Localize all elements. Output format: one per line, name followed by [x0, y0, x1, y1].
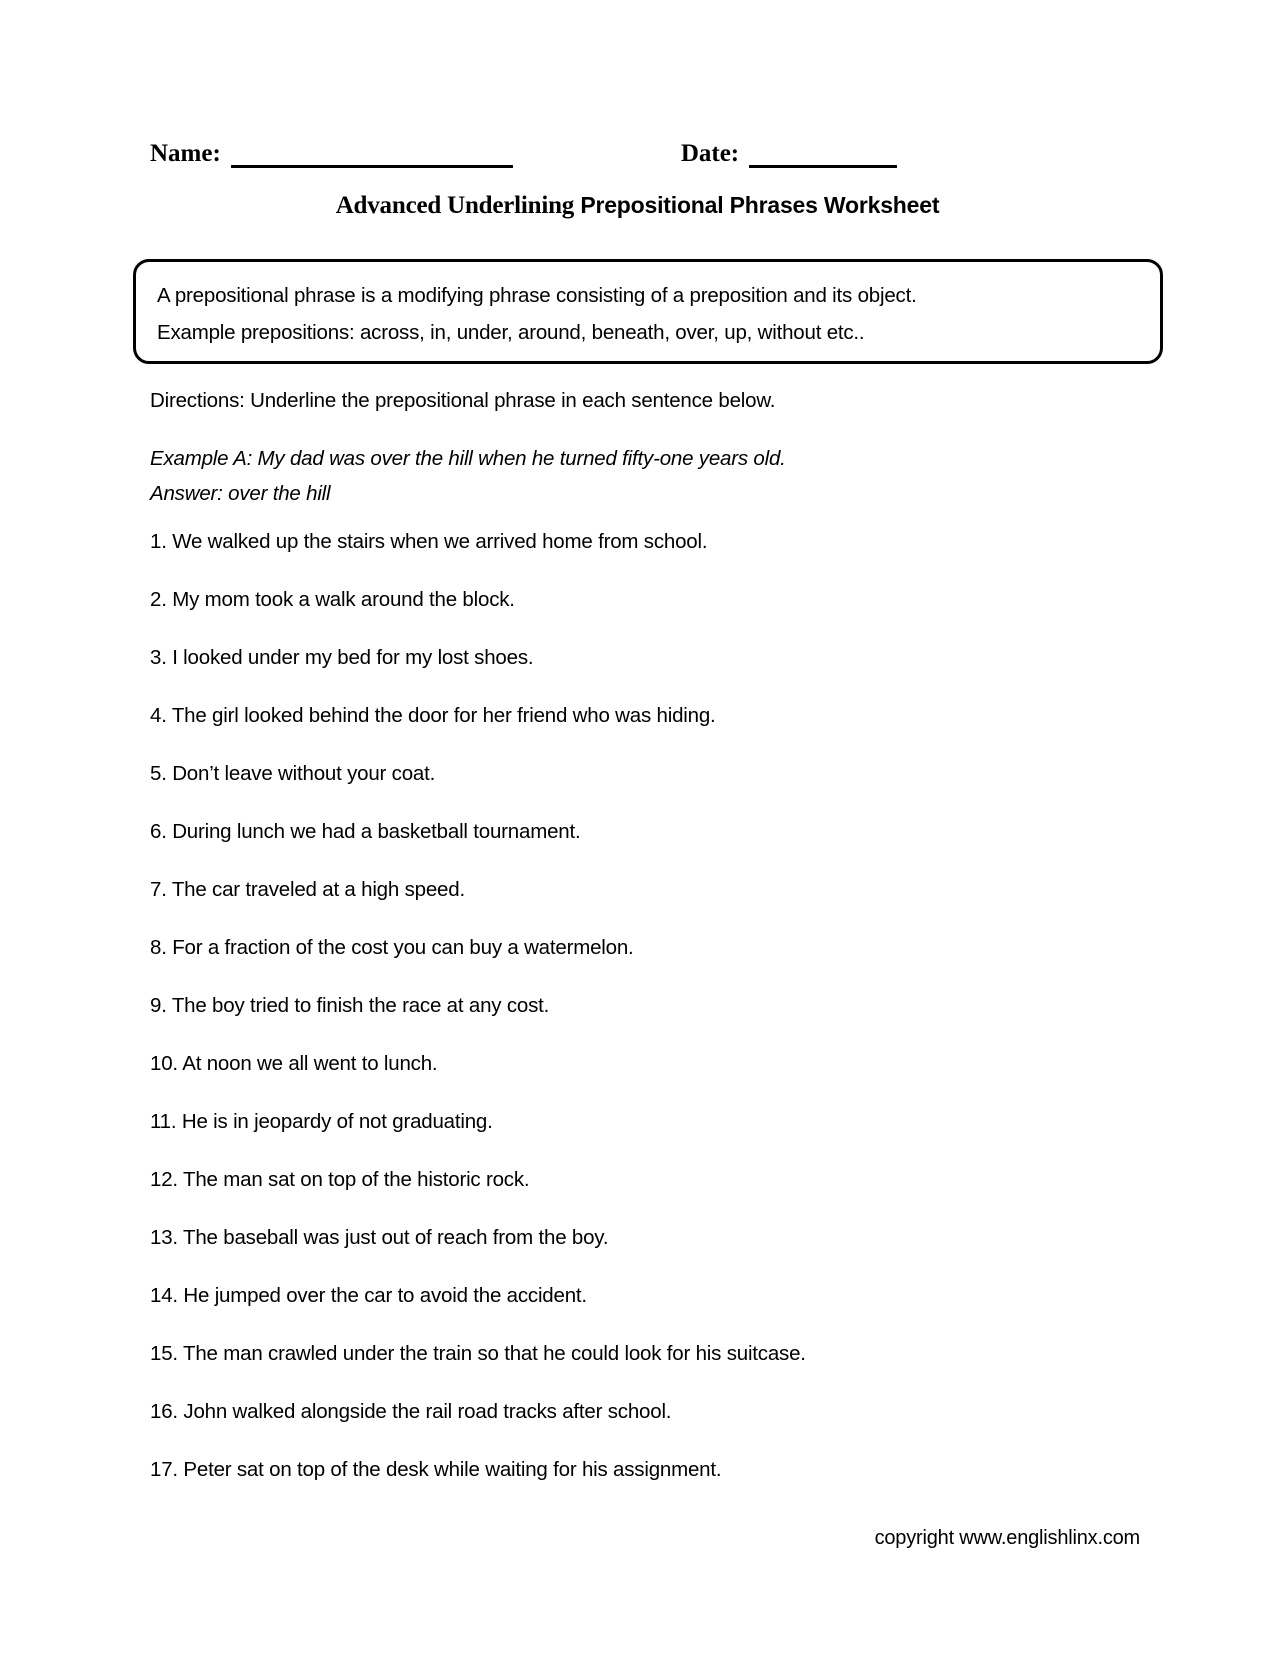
example-sentence: Example A: My dad was over the hill when he turned fifty-one years old. — [150, 447, 786, 470]
directions-text: Directions: Underline the prepositional phrase in each sentence below. — [150, 389, 776, 412]
copyright-text: copyright www.englishlinx.com — [874, 1527, 1140, 1549]
sentence-item: 10. At noon we all went to lunch. — [150, 1052, 438, 1075]
sentence-item: 11. He is in jeopardy of not graduating. — [150, 1110, 493, 1133]
sentence-item: 13. The baseball was just out of reach from the boy. — [150, 1226, 609, 1249]
page-title-sans-part: Prepositional Phrases Worksheet — [580, 192, 940, 218]
sentence-item: 9. The boy tried to finish the race at any cost. — [150, 994, 550, 1017]
sentence-item: 16. John walked alongside the rail road tracks after school. — [150, 1400, 672, 1423]
sentence-item: 6. During lunch we had a basketball tournament. — [150, 820, 581, 843]
sentence-item: 15. The man crawled under the train so that he could look for his suitcase. — [150, 1342, 806, 1365]
date-group — [681, 140, 897, 168]
sentence-list — [150, 530, 1170, 1516]
sentence-item: 7. The car traveled at a high speed. — [150, 878, 465, 901]
sentence-item: 5. Don’t leave without your coat. — [150, 762, 436, 785]
sentence-item: 1. We walked up the stairs when we arrived home from school. — [150, 530, 708, 553]
sentence-item: 8. For a fraction of the cost you can buy a watermelon. — [150, 936, 634, 959]
sentence-item: 12. The man sat on top of the historic rock. — [150, 1168, 530, 1191]
definition-box — [133, 259, 1163, 364]
sentence-item: 3. I looked under my bed for my lost shoes. — [150, 646, 534, 669]
name-date-row — [150, 140, 1150, 168]
example-block — [150, 441, 786, 511]
name-blank-line — [231, 143, 513, 168]
name-label: Name: — [150, 140, 221, 167]
example-answer: Answer: over the hill — [150, 482, 331, 505]
sentence-item: 4. The girl looked behind the door for her friend who was hiding. — [150, 704, 716, 727]
page-title — [0, 192, 1275, 220]
sentence-item: 2. My mom took a walk around the block. — [150, 588, 515, 611]
sentence-item: 17. Peter sat on top of the desk while waiting for his assignment. — [150, 1458, 722, 1481]
page-title-serif-part: Advanced Underlining — [335, 192, 575, 219]
example-prepositions-line: Example prepositions: across, in, under, around, beneath, over, up, without etc.. — [157, 321, 865, 344]
date-label: Date: — [680, 140, 740, 167]
definition-line: A prepositional phrase is a modifying phrase consisting of a preposition and its object. — [157, 284, 917, 307]
date-blank-line — [749, 143, 897, 168]
sentence-item: 14. He jumped over the car to avoid the accident. — [150, 1284, 587, 1307]
